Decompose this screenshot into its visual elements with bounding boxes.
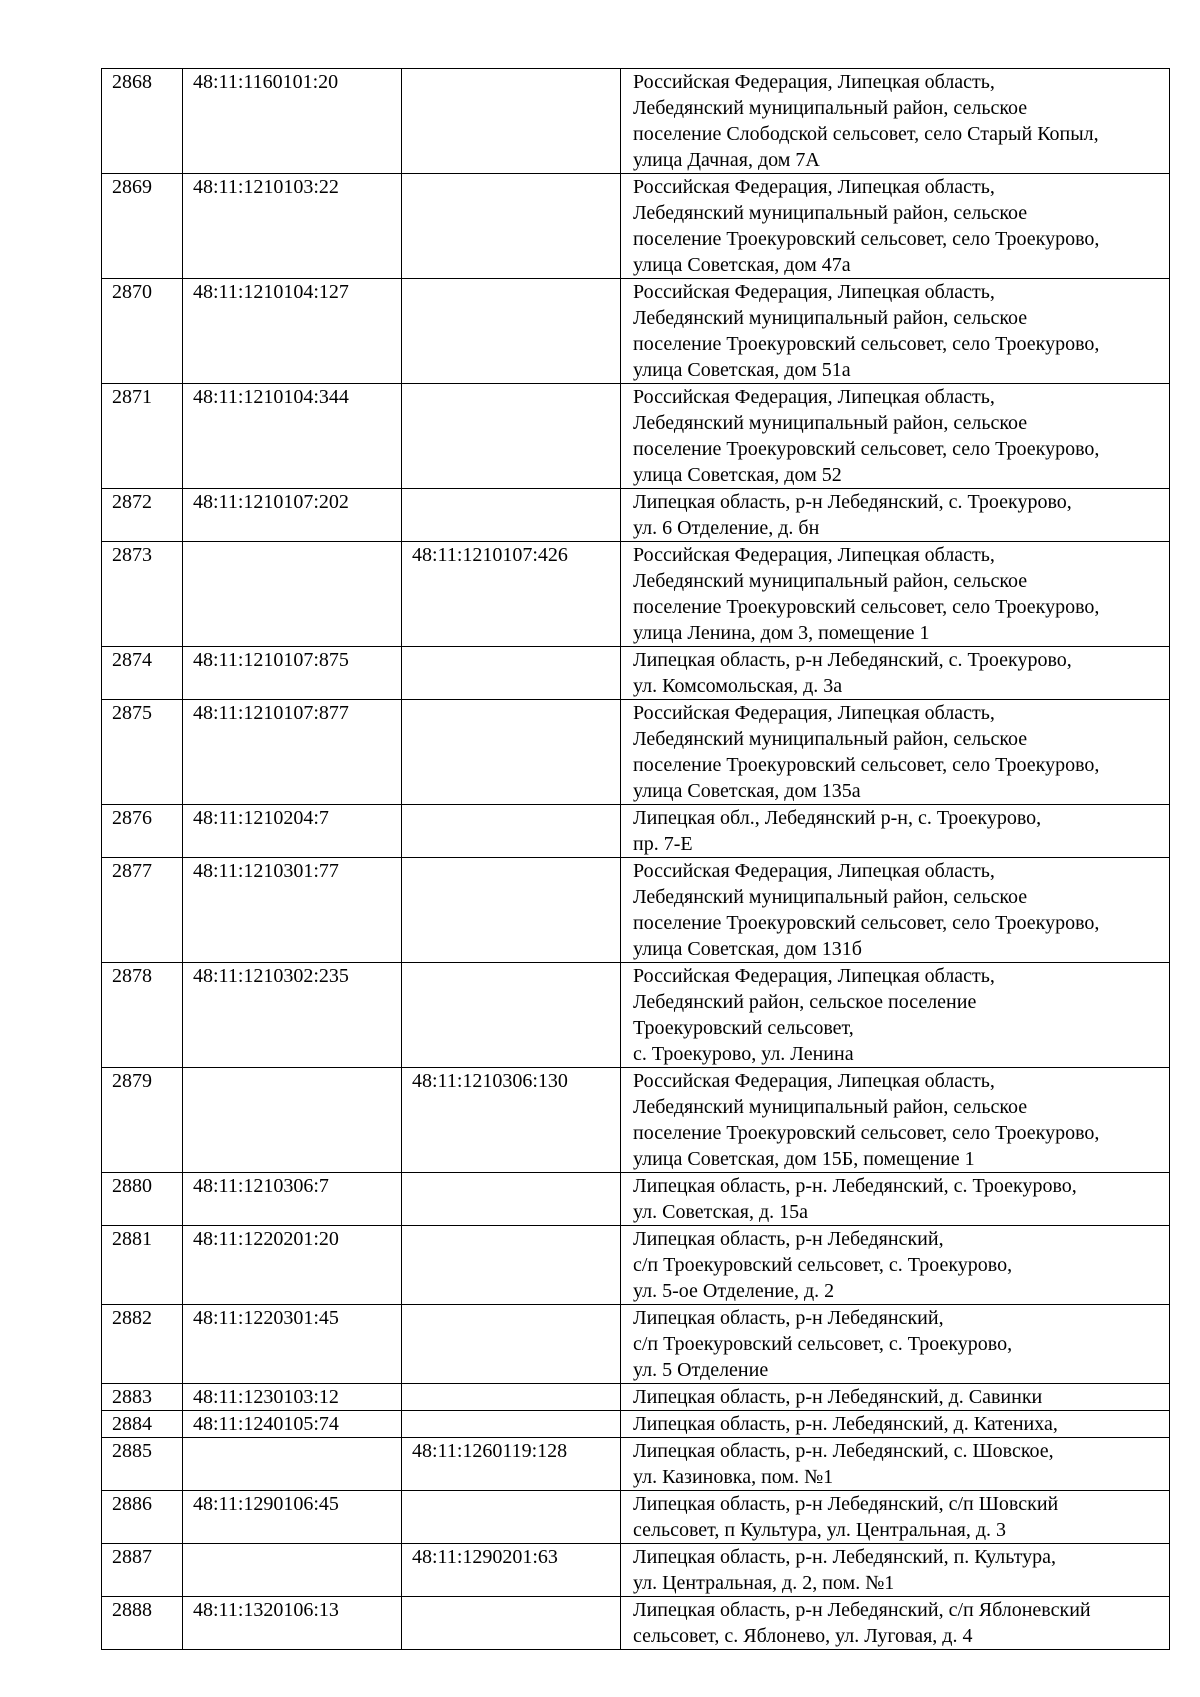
row-number-cell: 2875 [102, 700, 183, 805]
land-cadastral-number-cell: 48:11:1210103:22 [183, 174, 402, 279]
building-cadastral-number-cell: 48:11:1210107:426 [402, 542, 621, 647]
address-cell: Липецкая область, р-н. Лебедянский, п. Культура, ул. Центральная, д. 2, пом. №1 [621, 1544, 1170, 1597]
address-cell: Липецкая обл., Лебедянский р-н, с. Троекурово, пр. 7-Е [621, 805, 1170, 858]
address-cell: Липецкая область, р-н Лебедянский, с/п Троекуровский сельсовет, с. Троекурово, ул. 5 Отделение [621, 1305, 1170, 1384]
building-cadastral-number-cell [402, 279, 621, 384]
land-cadastral-number-cell [183, 1544, 402, 1597]
address-cell: Липецкая область, р-н Лебедянский, с. Троекурово, ул. Комсомольская, д. 3а [621, 647, 1170, 700]
address-cell: Российская Федерация, Липецкая область, Лебедянский муниципальный район, сельское поселение Троекуровский сельсовет, село Троекурово, улица Советская, дом 52 [621, 384, 1170, 489]
table-row [102, 1438, 1170, 1491]
building-cadastral-number-cell: 48:11:1290201:63 [402, 1544, 621, 1597]
building-cadastral-number-cell [402, 1411, 621, 1438]
table-row [102, 1491, 1170, 1544]
building-cadastral-number-cell [402, 963, 621, 1068]
row-number-cell: 2886 [102, 1491, 183, 1544]
address-cell: Липецкая область, р-н Лебедянский, с/п Троекуровский сельсовет, с. Троекурово, ул. 5-ое Отделение, д. 2 [621, 1226, 1170, 1305]
table-row [102, 1597, 1170, 1650]
table-row [102, 69, 1170, 174]
land-cadastral-number-cell: 48:11:1210302:235 [183, 963, 402, 1068]
address-cell: Российская Федерация, Липецкая область, Лебедянский муниципальный район, сельское поселение Слободской сельсовет, село Старый Копыл, улица Дачная, дом 7А [621, 69, 1170, 174]
building-cadastral-number-cell [402, 858, 621, 963]
table-row [102, 384, 1170, 489]
row-number-cell: 2887 [102, 1544, 183, 1597]
land-cadastral-number-cell: 48:11:1230103:12 [183, 1384, 402, 1411]
building-cadastral-number-cell [402, 647, 621, 700]
land-cadastral-number-cell: 48:11:1210107:202 [183, 489, 402, 542]
building-cadastral-number-cell: 48:11:1260119:128 [402, 1438, 621, 1491]
row-number-cell: 2873 [102, 542, 183, 647]
table-row [102, 279, 1170, 384]
row-number-cell: 2868 [102, 69, 183, 174]
address-cell: Российская Федерация, Липецкая область, Лебедянский район, сельское поселение Троекуровский сельсовет, с. Троекурово, ул. Ленина [621, 963, 1170, 1068]
land-cadastral-number-cell [183, 1438, 402, 1491]
building-cadastral-number-cell [402, 69, 621, 174]
land-cadastral-number-cell: 48:11:1210301:77 [183, 858, 402, 963]
row-number-cell: 2885 [102, 1438, 183, 1491]
table-row [102, 647, 1170, 700]
building-cadastral-number-cell [402, 1491, 621, 1544]
address-cell: Российская Федерация, Липецкая область, Лебедянский муниципальный район, сельское поселение Троекуровский сельсовет, село Троекурово, улица Советская, дом 51а [621, 279, 1170, 384]
row-number-cell: 2877 [102, 858, 183, 963]
address-cell: Липецкая область, р-н. Лебедянский, д. Катениха, [621, 1411, 1170, 1438]
building-cadastral-number-cell [402, 1597, 621, 1650]
land-cadastral-number-cell: 48:11:1220301:45 [183, 1305, 402, 1384]
table-row [102, 174, 1170, 279]
land-cadastral-number-cell [183, 542, 402, 647]
table-row [102, 858, 1170, 963]
land-cadastral-number-cell: 48:11:1320106:13 [183, 1597, 402, 1650]
table-row [102, 489, 1170, 542]
table-row [102, 542, 1170, 647]
table-row [102, 1544, 1170, 1597]
table-row [102, 1226, 1170, 1305]
land-cadastral-number-cell: 48:11:1220201:20 [183, 1226, 402, 1305]
table-row [102, 805, 1170, 858]
row-number-cell: 2869 [102, 174, 183, 279]
address-cell: Российская Федерация, Липецкая область, Лебедянский муниципальный район, сельское поселение Троекуровский сельсовет, село Троекурово, улица Советская, дом 47а [621, 174, 1170, 279]
address-cell: Липецкая область, р-н Лебедянский, д. Савинки [621, 1384, 1170, 1411]
row-number-cell: 2882 [102, 1305, 183, 1384]
building-cadastral-number-cell [402, 805, 621, 858]
row-number-cell: 2871 [102, 384, 183, 489]
address-cell: Липецкая область, р-н Лебедянский, с/п Яблоневский сельсовет, с. Яблонево, ул. Луговая, д. 4 [621, 1597, 1170, 1650]
building-cadastral-number-cell [402, 1305, 621, 1384]
land-cadastral-number-cell: 48:11:1210104:127 [183, 279, 402, 384]
row-number-cell: 2876 [102, 805, 183, 858]
address-cell: Российская Федерация, Липецкая область, Лебедянский муниципальный район, сельское поселение Троекуровский сельсовет, село Троекурово, улица Советская, дом 15Б, помещение 1 [621, 1068, 1170, 1173]
land-cadastral-number-cell: 48:11:1290106:45 [183, 1491, 402, 1544]
building-cadastral-number-cell: 48:11:1210306:130 [402, 1068, 621, 1173]
land-cadastral-number-cell: 48:11:1210107:877 [183, 700, 402, 805]
table-row [102, 1173, 1170, 1226]
address-cell: Липецкая область, р-н Лебедянский, с. Троекурово, ул. 6 Отделение, д. бн [621, 489, 1170, 542]
land-cadastral-number-cell: 48:11:1210104:344 [183, 384, 402, 489]
row-number-cell: 2870 [102, 279, 183, 384]
row-number-cell: 2872 [102, 489, 183, 542]
table-row [102, 1068, 1170, 1173]
table-row [102, 963, 1170, 1068]
land-cadastral-number-cell: 48:11:1210306:7 [183, 1173, 402, 1226]
land-cadastral-number-cell: 48:11:1210204:7 [183, 805, 402, 858]
registry-table-body [102, 69, 1170, 1650]
land-cadastral-number-cell: 48:11:1240105:74 [183, 1411, 402, 1438]
address-cell: Липецкая область, р-н Лебедянский, с/п Шовский сельсовет, п Культура, ул. Центральная, д. 3 [621, 1491, 1170, 1544]
building-cadastral-number-cell [402, 174, 621, 279]
land-cadastral-number-cell: 48:11:1210107:875 [183, 647, 402, 700]
row-number-cell: 2879 [102, 1068, 183, 1173]
building-cadastral-number-cell [402, 384, 621, 489]
land-cadastral-number-cell: 48:11:1160101:20 [183, 69, 402, 174]
address-cell: Российская Федерация, Липецкая область, Лебедянский муниципальный район, сельское поселение Троекуровский сельсовет, село Троекурово, улица Ленина, дом 3, помещение 1 [621, 542, 1170, 647]
address-cell: Липецкая область, р-н. Лебедянский, с. Троекурово, ул. Советская, д. 15а [621, 1173, 1170, 1226]
row-number-cell: 2884 [102, 1411, 183, 1438]
row-number-cell: 2883 [102, 1384, 183, 1411]
row-number-cell: 2878 [102, 963, 183, 1068]
row-number-cell: 2888 [102, 1597, 183, 1650]
address-cell: Российская Федерация, Липецкая область, Лебедянский муниципальный район, сельское поселение Троекуровский сельсовет, село Троекурово, улица Советская, дом 135а [621, 700, 1170, 805]
table-row [102, 1411, 1170, 1438]
building-cadastral-number-cell [402, 1384, 621, 1411]
row-number-cell: 2881 [102, 1226, 183, 1305]
row-number-cell: 2880 [102, 1173, 183, 1226]
address-cell: Липецкая область, р-н. Лебедянский, с. Шовское, ул. Казиновка, пом. №1 [621, 1438, 1170, 1491]
building-cadastral-number-cell [402, 489, 621, 542]
building-cadastral-number-cell [402, 700, 621, 805]
row-number-cell: 2874 [102, 647, 183, 700]
table-row [102, 700, 1170, 805]
building-cadastral-number-cell [402, 1226, 621, 1305]
building-cadastral-number-cell [402, 1173, 621, 1226]
table-row [102, 1384, 1170, 1411]
registry-table [101, 68, 1170, 1650]
document-page [101, 68, 1169, 1650]
land-cadastral-number-cell [183, 1068, 402, 1173]
table-row [102, 1305, 1170, 1384]
address-cell: Российская Федерация, Липецкая область, Лебедянский муниципальный район, сельское поселение Троекуровский сельсовет, село Троекурово, улица Советская, дом 131б [621, 858, 1170, 963]
